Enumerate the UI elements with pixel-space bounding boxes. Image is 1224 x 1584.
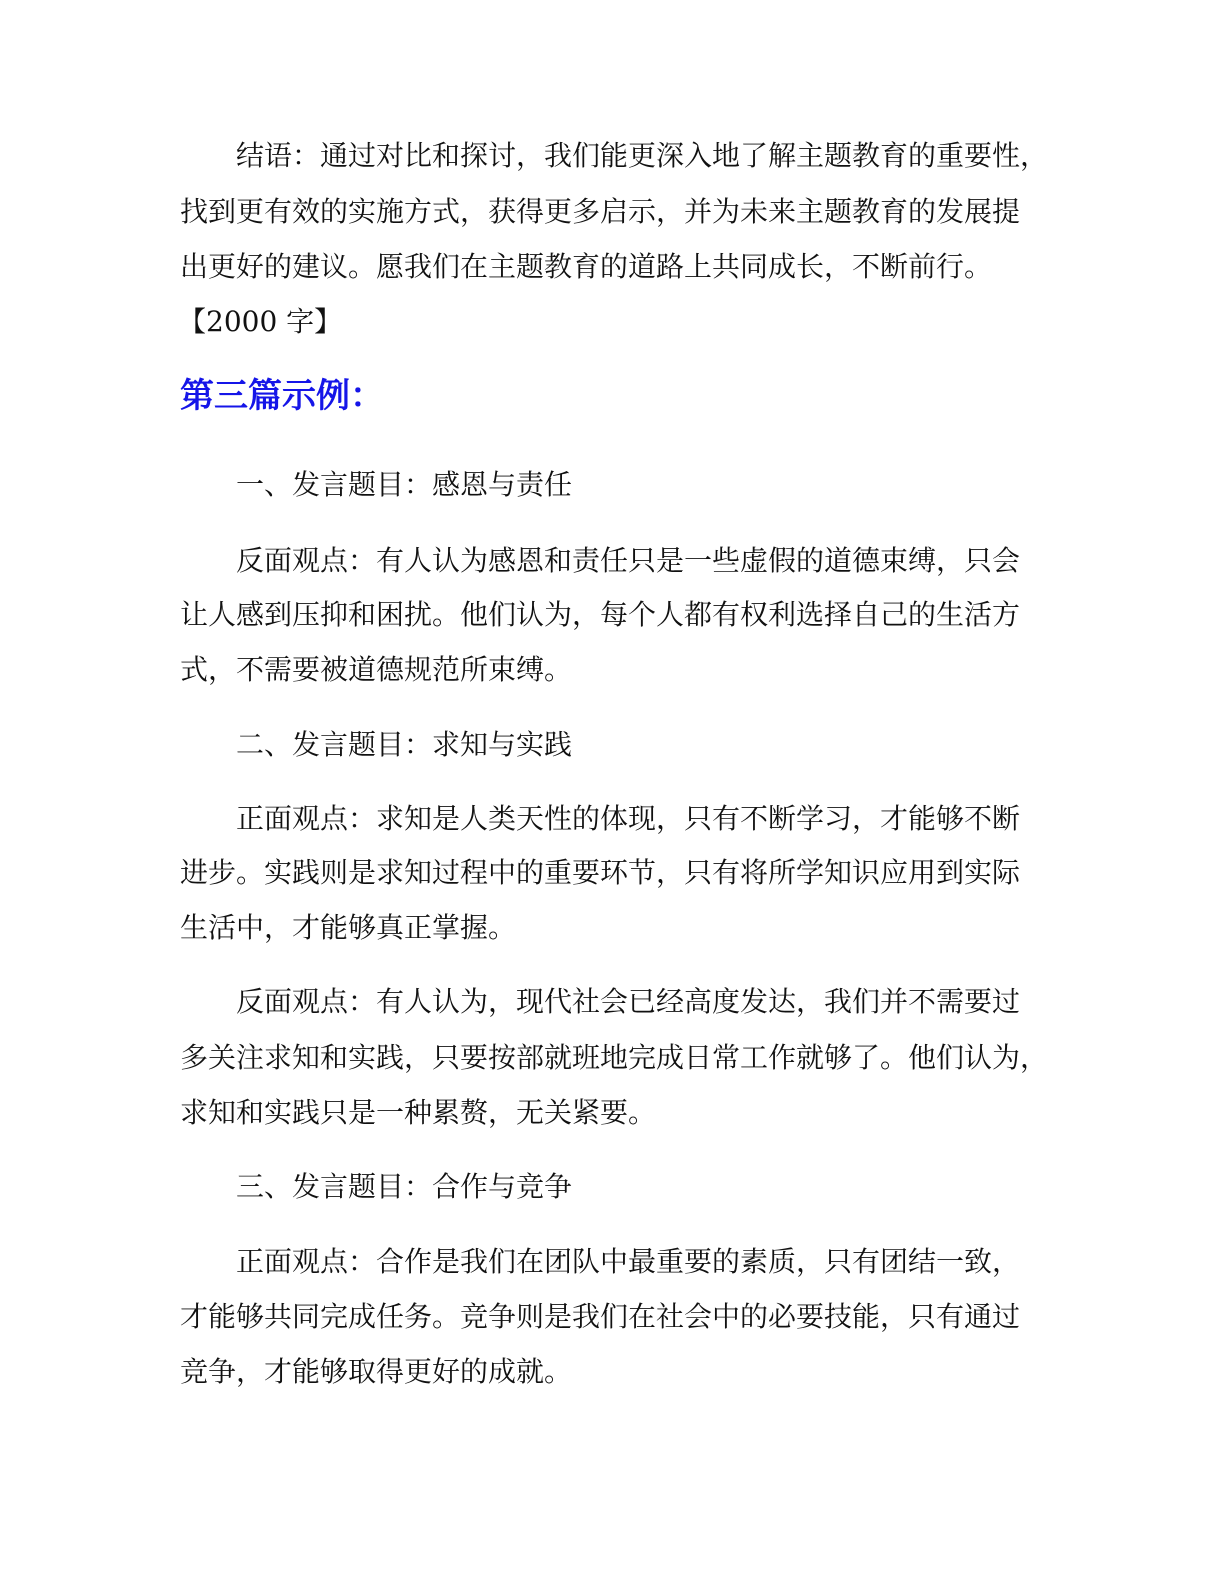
conclusion-line-1: 结语：通过对比和探讨，我们能更深入地了解主题教育的重要性， (236, 139, 1049, 172)
topic2-positive-line-2: 进步。实践则是求知过程中的重要环节，只有将所学知识应用到实际 (180, 856, 1021, 889)
conclusion-line-3: 出更好的建议。愿我们在主题教育的道路上共同成长，不断前行。 (180, 250, 993, 283)
topic3-positive-line-3: 竞争，才能够取得更好的成就。 (180, 1355, 573, 1388)
topic2-title: 二、发言题目：求知与实践 (236, 728, 573, 761)
topic2-positive-line-3: 生活中，才能够真正掌握。 (180, 911, 517, 944)
section-title: 第三篇示例： (180, 376, 384, 416)
topic2-positive-line-1: 正面观点：求知是人类天性的体现，只有不断学习，才能够不断 (236, 802, 1021, 835)
topic3-positive-line-1: 正面观点：合作是我们在团队中最重要的素质，只有团结一致， (236, 1245, 1021, 1278)
topic1-negative-line-2: 让人感到压抑和困扰。他们认为，每个人都有权利选择自己的生活方 (180, 598, 1021, 631)
topic1-title: 一、发言题目：感恩与责任 (236, 468, 573, 501)
topic2-negative-line-2: 多关注求知和实践，只要按部就班地完成日常工作就够了。他们认为， (180, 1041, 1049, 1074)
topic3-title: 三、发言题目：合作与竞争 (236, 1170, 573, 1203)
conclusion-line-2: 找到更有效的实施方式，获得更多启示，并为未来主题教育的发展提 (180, 195, 1021, 228)
topic2-negative-line-3: 求知和实践只是一种累赘，无关紧要。 (180, 1096, 657, 1129)
topic1-negative-line-1: 反面观点：有人认为感恩和责任只是一些虚假的道德束缚，只会 (236, 544, 1021, 577)
topic3-positive-line-2: 才能够共同完成任务。竞争则是我们在社会中的必要技能，只有通过 (180, 1300, 1021, 1333)
word-count: 【2000 字】 (178, 305, 343, 338)
topic1-negative-line-3: 式，不需要被道德规范所束缚。 (180, 653, 573, 686)
topic2-negative-line-1: 反面观点：有人认为，现代社会已经高度发达，我们并不需要过 (236, 985, 1021, 1018)
